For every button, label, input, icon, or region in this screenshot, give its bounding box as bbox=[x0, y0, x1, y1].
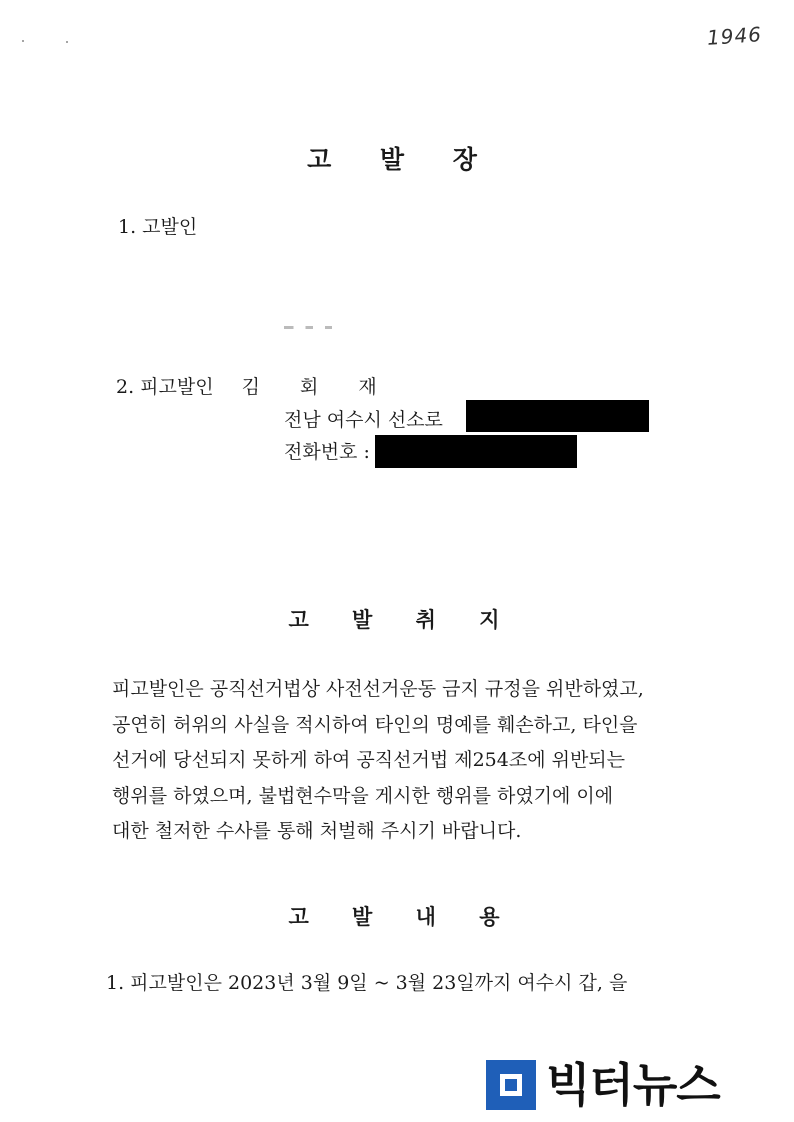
purpose-paragraph bbox=[112, 672, 712, 850]
purpose-heading: 고 발 취 지 bbox=[288, 607, 518, 632]
redaction-bar-address bbox=[466, 400, 649, 432]
brand-logo-icon bbox=[486, 1060, 536, 1110]
content-heading: 고 발 내 용 bbox=[288, 904, 518, 929]
complainant-label: 1. 고발인 bbox=[118, 216, 198, 238]
accused-label: 2. 피고발인 bbox=[116, 376, 214, 398]
accused-address: 전남 여수시 선소로 bbox=[284, 409, 443, 431]
scan-speck bbox=[66, 41, 68, 43]
content-item-1: 1. 피고발인은 2023년 3월 9일 ~ 3월 23일까지 여수시 갑, 을 bbox=[106, 972, 628, 994]
watermark bbox=[486, 1060, 720, 1110]
purpose-line: 피고발인은 공직선거법상 사전선거운동 금지 규정을 위반하였고, bbox=[112, 678, 644, 700]
purpose-line: 행위를 하였으며, 불법현수막을 게시한 행위를 하였기에 이에 bbox=[112, 784, 614, 807]
accused-name: 김 회 재 bbox=[241, 376, 394, 398]
purpose-line: 공연히 허위의 사실을 적시하여 타인의 명예를 훼손하고, 타인을 bbox=[112, 713, 638, 736]
scan-speck bbox=[22, 40, 24, 42]
accused-phone-label: 전화번호 : bbox=[284, 441, 370, 463]
page-number: 1946 bbox=[706, 22, 763, 50]
faint-scan-mark bbox=[284, 326, 332, 329]
brand-logo-square bbox=[500, 1074, 522, 1096]
purpose-line: 대한 철저한 수사를 통해 처벌해 주시기 바랍니다. bbox=[112, 820, 522, 842]
purpose-line: 선거에 당선되지 못하게 하여 공직선거법 제254조에 위반되는 bbox=[112, 749, 625, 771]
brand-name: 빅터뉴스 bbox=[546, 1058, 720, 1112]
document-title: 고 발 장 bbox=[307, 145, 497, 174]
accused-section bbox=[116, 372, 394, 399]
redaction-bar-phone bbox=[375, 435, 577, 468]
